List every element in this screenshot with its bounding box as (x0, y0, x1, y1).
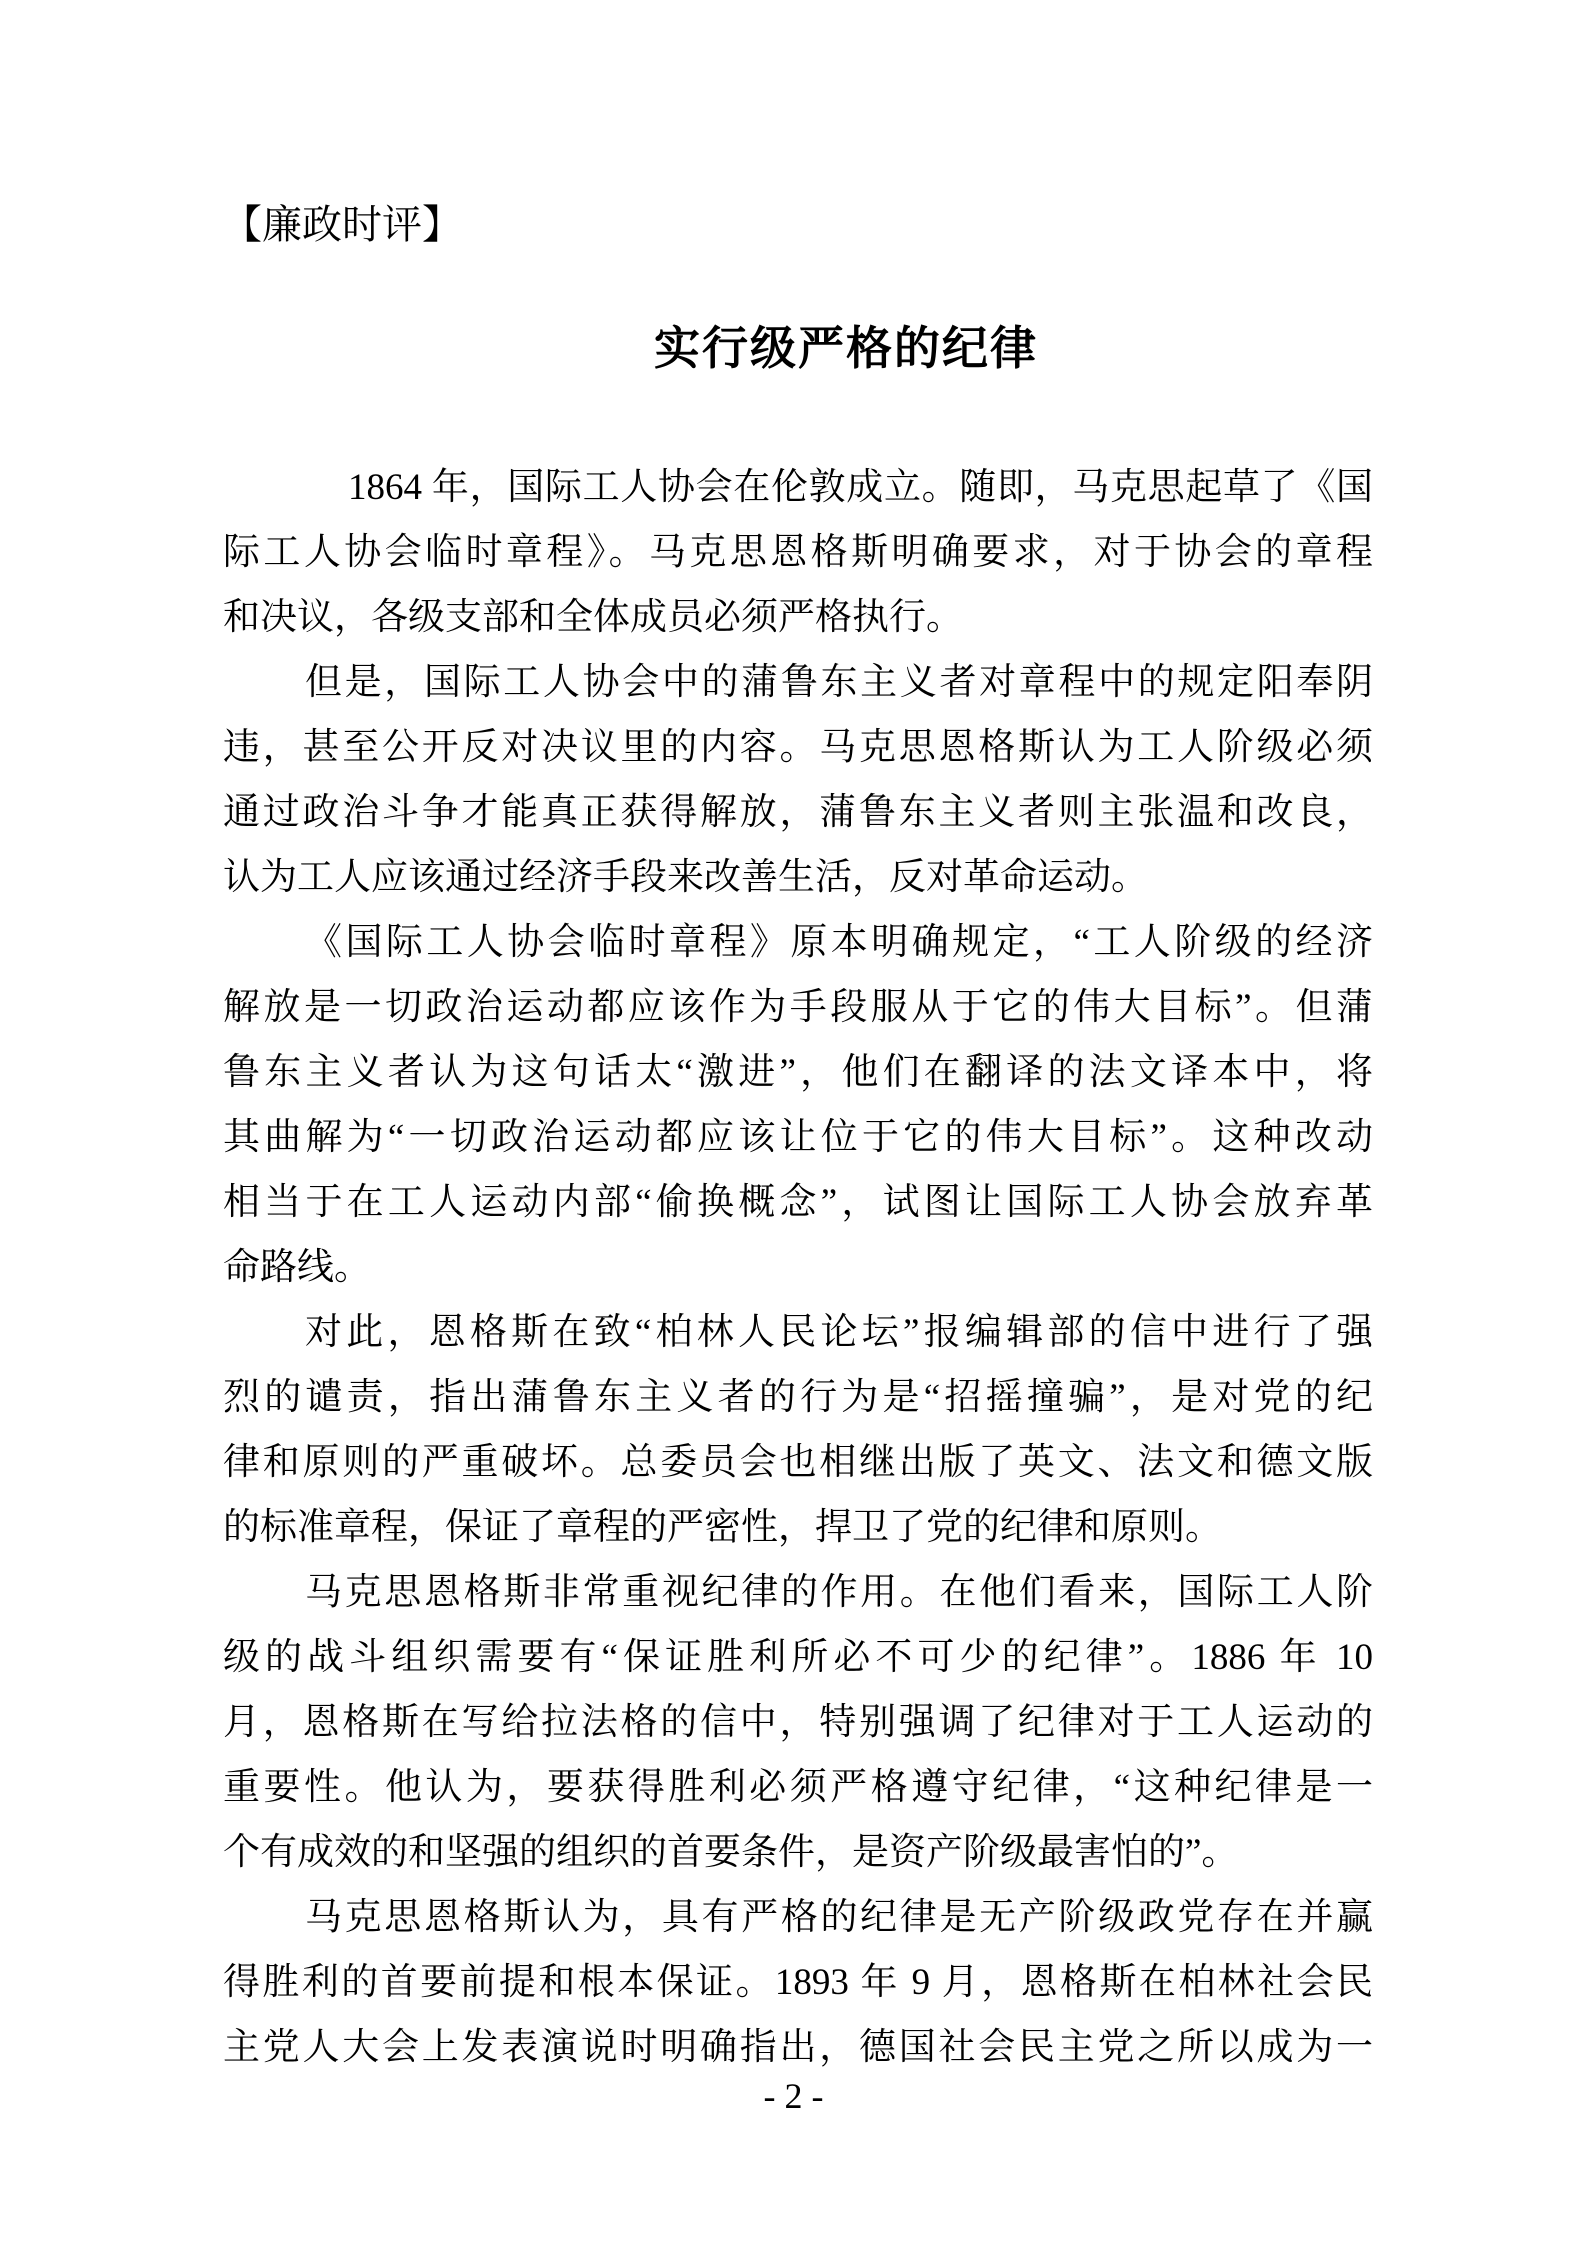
article-line: 际工人协会临时章程》。马克思恩格斯明确要求，对于协会的章程 (223, 532, 1373, 573)
article-line: 和决议，各级支部和全体成员必须严格执行。 (223, 597, 963, 638)
article-line: 命路线。 (223, 1247, 371, 1288)
article-line: 认为工人应该通过经济手段来改善生活，反对革命运动。 (223, 857, 1148, 898)
article-line: 烈的谴责，指出蒲鲁东主义者的行为是“招摇撞骗”，是对党的纪 (223, 1377, 1373, 1418)
article-line: 重要性。他认为，要获得胜利必须严格遵守纪律，“这种纪律是一 (223, 1767, 1373, 1808)
article-line: 的标准章程，保证了章程的严密性，捍卫了党的纪律和原则。 (223, 1507, 1222, 1548)
article-line: 1864 年，国际工人协会在伦敦成立。随即，马克思起草了《国 (348, 467, 1373, 508)
article-line: 相当于在工人运动内部“偷换概念”，试图让国际工人协会放弃革 (223, 1182, 1373, 1223)
article-line: 得胜利的首要前提和根本保证。1893 年 9 月，恩格斯在柏林社会民 (223, 1962, 1373, 2003)
page-number: - 2 - (763, 2076, 824, 2116)
article-line: 主党人大会上发表演说时明确指出，德国社会民主党之所以成为一 (223, 2027, 1373, 2068)
article-line: 个有成效的和坚强的组织的首要条件，是资产阶级最害怕的”。 (223, 1832, 1239, 1873)
article-body (223, 455, 1373, 2080)
article-line: 律和原则的严重破坏。总委员会也相继出版了英文、法文和德文版 (223, 1442, 1373, 1483)
article-line: 《国际工人协会临时章程》原本明确规定，“工人阶级的经济 (305, 922, 1373, 963)
article-line: 马克思恩格斯非常重视纪律的作用。在他们看来，国际工人阶 (305, 1572, 1373, 1613)
article-line: 鲁东主义者认为这句话太“激进”，他们在翻译的法文译本中，将 (223, 1052, 1373, 1093)
article-line: 月，恩格斯在写给拉法格的信中，特别强调了纪律对于工人运动的 (223, 1702, 1373, 1743)
category-tag: 【廉政时评】 (222, 202, 462, 247)
article-line: 通过政治斗争才能真正获得解放，蒲鲁东主义者则主张温和改良， (223, 792, 1373, 833)
article-line: 马克思恩格斯认为，具有严格的纪律是无产阶级政党存在并赢 (305, 1897, 1373, 1938)
article-line: 解放是一切政治运动都应该作为手段服从于它的伟大目标”。但蒲 (223, 987, 1373, 1028)
article-line: 但是，国际工人协会中的蒲鲁东主义者对章程中的规定阳奉阴 (305, 662, 1373, 703)
document-title: 实行级严格的纪律 (654, 323, 1038, 374)
article-line: 其曲解为“一切政治运动都应该让位于它的伟大目标”。这种改动 (223, 1117, 1373, 1158)
article-line: 级的战斗组织需要有“保证胜利所必不可少的纪律”。1886 年 10 (223, 1637, 1373, 1678)
article-line: 违，甚至公开反对决议里的内容。马克思恩格斯认为工人阶级必须 (223, 727, 1373, 768)
article-line: 对此，恩格斯在致“柏林人民论坛”报编辑部的信中进行了强 (305, 1312, 1373, 1353)
